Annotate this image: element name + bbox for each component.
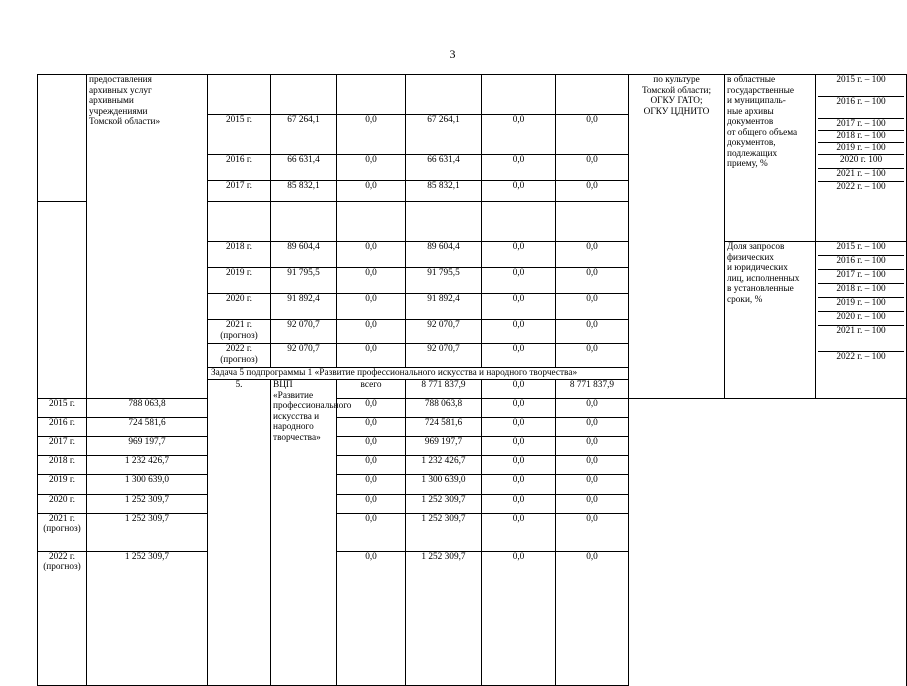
row-number-cell: [38, 75, 87, 202]
table-cell: 0,0: [337, 437, 406, 456]
activity-name-cell: ВЦП «Развитие профессионального искусства и народного творчества»: [271, 380, 337, 686]
table-cell: [556, 202, 629, 242]
table-cell: 1 300 639,0: [87, 475, 208, 494]
table-cell: 0,0: [556, 155, 629, 181]
table-cell: 2015 г.: [208, 115, 271, 155]
table-cell: 2022 г. (прогноз): [38, 551, 87, 685]
table-cell: 0,0: [482, 418, 556, 437]
table-cell: 0,0: [337, 475, 406, 494]
table-cell: 92 070,7: [406, 344, 482, 368]
table-cell: [406, 75, 482, 115]
table-cell: [406, 202, 482, 242]
table-cell: [208, 75, 271, 115]
table-cell: 2021 г. (прогноз): [208, 320, 271, 344]
executor-cell: по культуре Томской области; ОГКУ ГАТО; ОГКУ ЦДНИТО: [629, 75, 725, 399]
table-cell: 969 197,7: [406, 437, 482, 456]
table-cell: 0,0: [337, 181, 406, 202]
table-cell: 0,0: [337, 115, 406, 155]
table-cell: 0,0: [556, 551, 629, 685]
table-cell: 788 063,8: [87, 399, 208, 418]
table-cell: 0,0: [482, 242, 556, 268]
table-cell: 92 070,7: [406, 320, 482, 344]
table-cell: 0,0: [556, 294, 629, 320]
table-cell: 2018 г.: [38, 456, 87, 475]
table-cell: 0,0: [482, 456, 556, 475]
table-cell: 0,0: [482, 551, 556, 685]
table-cell: 0,0: [337, 456, 406, 475]
row-number-cell: 5.: [208, 380, 271, 686]
table-cell: 0,0: [482, 181, 556, 202]
table-cell: 0,0: [337, 242, 406, 268]
table-cell: 0,0: [337, 294, 406, 320]
table-cell: 0,0: [482, 320, 556, 344]
table-cell: 1 300 639,0: [406, 475, 482, 494]
table-cell: 67 264,1: [271, 115, 337, 155]
table-cell: 1 252 309,7: [406, 513, 482, 551]
table-cell: 0,0: [482, 155, 556, 181]
table-cell: 0,0: [556, 268, 629, 294]
table-cell: 89 604,4: [271, 242, 337, 268]
table-cell: 67 264,1: [406, 115, 482, 155]
table-cell: [556, 75, 629, 115]
table-cell: 0,0: [482, 344, 556, 368]
table-cell: 724 581,6: [406, 418, 482, 437]
table-cell: 724 581,6: [87, 418, 208, 437]
table-cell: 2022 г. (прогноз): [208, 344, 271, 368]
table-cell: 85 832,1: [271, 181, 337, 202]
table-cell: 0,0: [556, 344, 629, 368]
table-cell: 1 252 309,7: [406, 494, 482, 513]
indicator-values-cell: 2015 г. – 100 2016 г. – 100 2017 г. – 100 2018 г. – 100 2019 г. – 100 2020 г. – 100 2021 г. – 100 2022 г. – 100: [816, 242, 907, 399]
table-cell: 66 631,4: [406, 155, 482, 181]
table-cell: [337, 75, 406, 115]
table-cell: 0,0: [482, 294, 556, 320]
table-row: [38, 494, 907, 513]
table-cell: 0,0: [482, 494, 556, 513]
table-cell: 0,0: [482, 475, 556, 494]
table-cell: 0,0: [556, 513, 629, 551]
table-cell: 788 063,8: [406, 399, 482, 418]
table-cell: 2016 г.: [208, 155, 271, 181]
table-cell: Задача 5 подпрограммы 1 «Развитие профессионального искусства и народного творчества»: [208, 368, 907, 380]
table-cell: 91 795,5: [406, 268, 482, 294]
table-cell: [271, 75, 337, 115]
table-row: [38, 456, 907, 475]
table-cell: 2021 г. (прогноз): [38, 513, 87, 551]
table-cell: [482, 202, 556, 242]
table-cell: 2019 г.: [38, 475, 87, 494]
table-cell: 92 070,7: [271, 320, 337, 344]
page-number: 3: [449, 47, 456, 61]
table-cell: 91 892,4: [406, 294, 482, 320]
table-cell: 1 252 309,7: [87, 494, 208, 513]
table-cell: 0,0: [556, 320, 629, 344]
table-cell: 2020 г.: [208, 294, 271, 320]
table-cell: 91 892,4: [271, 294, 337, 320]
table-cell: всего: [337, 380, 406, 399]
table-cell: 0,0: [337, 268, 406, 294]
table-cell: 91 795,5: [271, 268, 337, 294]
activity-name-cell: предоставления архивных услуг архивными учреждениями Томской области»: [87, 75, 208, 399]
table-cell: 0,0: [482, 513, 556, 551]
table-cell: 2018 г.: [208, 242, 271, 268]
table-cell: 1 252 309,7: [87, 513, 208, 551]
table-cell: 0,0: [556, 475, 629, 494]
table-cell: [38, 202, 87, 399]
table-cell: 0,0: [556, 115, 629, 155]
table-cell: 2019 г.: [208, 268, 271, 294]
table-cell: 0,0: [337, 513, 406, 551]
indicator-values-cell: 2015 г. – 100 2016 г. – 100 2017 г. – 100 2018 г. – 100 2019 г. – 100 2020 г. 100 2021 г. – 100 2022 г. – 100: [816, 75, 907, 242]
table-cell: 2015 г.: [38, 399, 87, 418]
table-cell: 0,0: [556, 437, 629, 456]
table-cell: 0,0: [482, 268, 556, 294]
table-row: [38, 513, 907, 551]
table-cell: 0,0: [556, 399, 629, 418]
table-cell: 0,0: [556, 181, 629, 202]
program-table: [37, 74, 907, 686]
table-cell: 2017 г.: [208, 181, 271, 202]
table-cell: 2017 г.: [38, 437, 87, 456]
table-cell: 8 771 837,9: [556, 380, 629, 399]
table-row: [38, 418, 907, 437]
table-row: [38, 399, 907, 418]
table-row: [38, 437, 907, 456]
indicator-name-cell: Доля запросов физических и юридических лиц, исполненных в установленные сроки, %: [725, 242, 816, 399]
table-row: [38, 475, 907, 494]
table-cell: [337, 202, 406, 242]
table-cell: 0,0: [337, 399, 406, 418]
table-row: [38, 75, 907, 115]
table-cell: 2020 г.: [38, 494, 87, 513]
table-cell: 66 631,4: [271, 155, 337, 181]
table-cell: 0,0: [337, 155, 406, 181]
table-cell: 2016 г.: [38, 418, 87, 437]
table-cell: 8 771 837,9: [406, 380, 482, 399]
table-cell: 0,0: [337, 418, 406, 437]
table-cell: 1 232 426,7: [406, 456, 482, 475]
table-cell: 0,0: [482, 437, 556, 456]
table-cell: 1 252 309,7: [406, 551, 482, 685]
table-row: [38, 551, 907, 685]
table-cell: 0,0: [337, 551, 406, 685]
table-cell: [208, 202, 271, 242]
table-cell: 0,0: [482, 380, 556, 399]
table-cell: 0,0: [556, 418, 629, 437]
table-cell: 1 232 426,7: [87, 456, 208, 475]
table-cell: 92 070,7: [271, 344, 337, 368]
table-cell: 0,0: [556, 456, 629, 475]
table-cell: 0,0: [337, 344, 406, 368]
table-cell: 0,0: [556, 242, 629, 268]
table-cell: 0,0: [337, 494, 406, 513]
table-cell: 0,0: [556, 494, 629, 513]
table-cell: 1 252 309,7: [87, 551, 208, 685]
table-cell: 89 604,4: [406, 242, 482, 268]
table-cell: 0,0: [337, 320, 406, 344]
table-cell: 969 197,7: [87, 437, 208, 456]
table-cell: [271, 202, 337, 242]
table-cell: [482, 75, 556, 115]
table-cell: 85 832,1: [406, 181, 482, 202]
table-cell: 0,0: [482, 115, 556, 155]
indicator-name-cell: в областные государственные и муниципаль- ные архивы документов от общего объема документов, подлежащих приему, %: [725, 75, 816, 242]
table-cell: 0,0: [482, 399, 556, 418]
